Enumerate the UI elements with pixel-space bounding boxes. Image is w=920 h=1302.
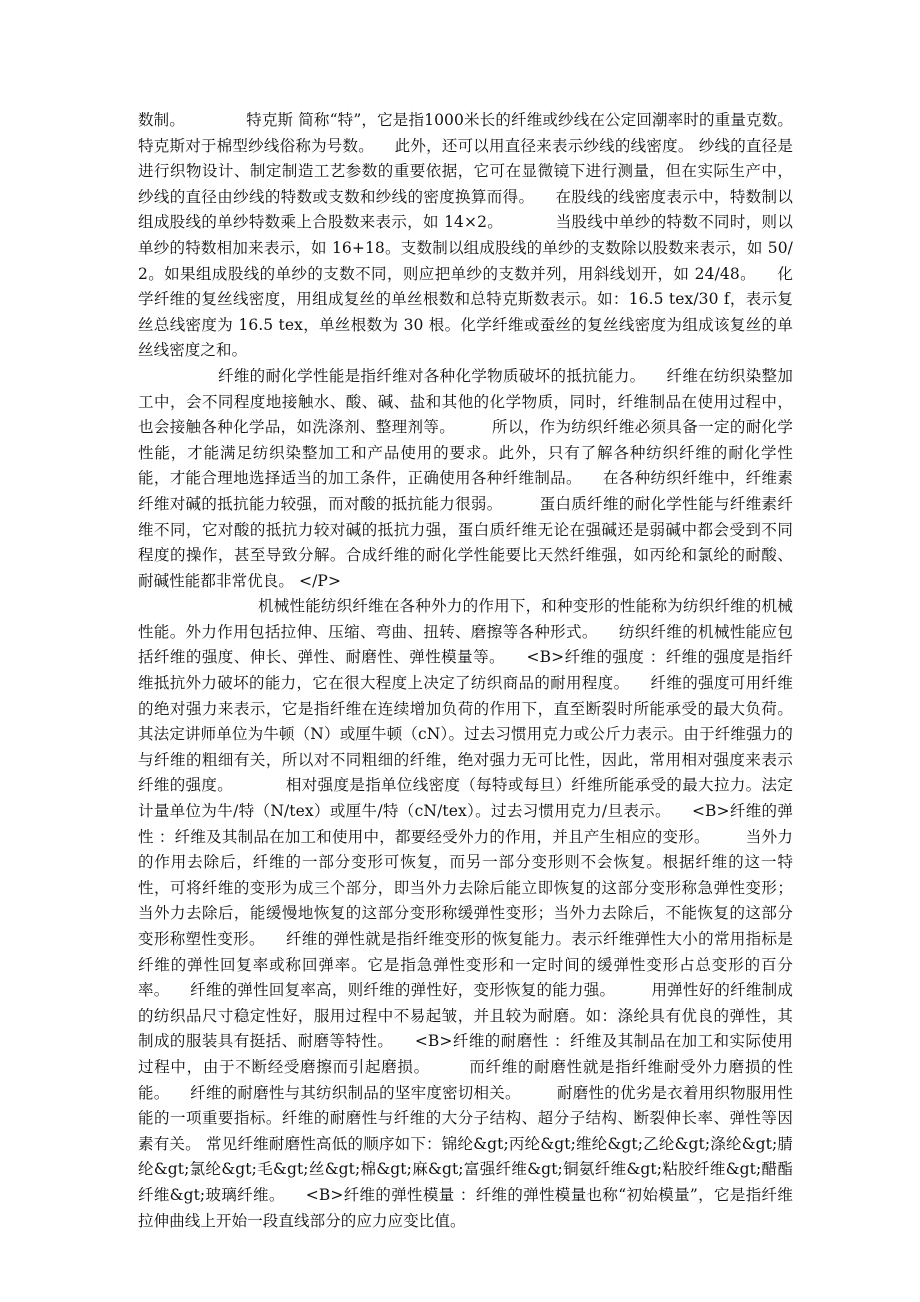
document-body <box>138 108 829 1234</box>
paragraph-mechanical-properties: 机械性能纺织纤维在各种外力的作用下，和种变形的性能称为纺织纤维的机械性能。外力作用包括拉伸、压缩、弯曲、扭转、磨擦等各种形式。 纺织纤维的机械性能应包括纤维的强度、伸长、弹性、耐磨性、弹性模量等。 <B>纤维的强度 ：纤维的强度是指纤维抵抗外力破坏的能力，它在很大程度上决定了纺织商品的耐用程度。 纤维的强度可用纤维的绝对强力来表示，它是指纤维在连续增加负荷的作用下，直至断裂时所能承受的最大负荷。 其法定讲师单位为牛顿（N）或厘牛顿（cN）。过去习惯用克力或公斤力表示。由于纤维强力的与纤维的粗细有关，所以对不同粗细的纤维，绝对强力无可比性，因此，常用相对强度来表示纤维的强度。 相对强度是指单位线密度（每特或每旦）纤维所能承受的最大拉力。法定计量单位为牛/特（N/tex）或厘牛/特（cN/tex）。过去习惯用克力/旦表示。 <B>纤维的弹性 ：纤维及其制品在加工和使用中，都要经受外力的作用，并且产生相应的变形。 当外力的作用去除后，纤维的一部分变形可恢复，而另一部分变形则不会恢复。根据纤维的这一特性，可将纤维的变形为成三个部分，即当外力去除后能立即恢复的这部分变形称急弹性变形；当外力去除后，能缓慢地恢复的这部分变形称缓弹性变形；当外力去除后，不能恢复的这部分变形称塑性变形。 纤维的弹性就是指纤维变形的恢复能力。表示纤维弹性大小的常用指标是纤维的弹性回复率或称回弹率。它是指急弹性变形和一定时间的缓弹性变形占总变形的百分率。 纤维的弹性回复率高，则纤维的弹性好，变形恢复的能力强。 用弹性好的纤维制成的纺织品尺寸稳定性好，服用过程中不易起皱，并且较为耐磨。如：涤纶具有优良的弹性，其制成的服装具有挺括、耐磨等特性。 <B>纤维的耐磨性 ：纤维及其制品在加工和实际使用过程中，由于不断经受磨擦而引起磨损。 而纤维的耐磨性就是指纤维耐受外力磨损的性能。 纤维的耐磨性与其纺织制品的坚牢度密切相关。 耐磨性的优劣是衣着用织物服用性能的一项重要指标。纤维的耐磨性与纤维的大分子结构、超分子结构、断裂伸长率、弹性等因素有关。 常见纤维耐磨性高低的顺序如下：锦纶&gt;丙纶&gt;维纶&gt;乙纶&gt;涤纶&gt;腈纶&gt;氯纶&gt;毛&gt;丝&gt;棉&gt;麻&gt;富强纤维&gt;铜氨纤维&gt;粘胶纤维&gt;醋酯纤维&gt;玻璃纤维。 <B>纤维的弹性模量 ：纤维的弹性模量也称“初始模量”，它是指纤维拉伸曲线上开始一段直线部分的应力应变比值。 <box>138 597 829 1230</box>
paragraph-chemical-resistance: 纤维的耐化学性能是指纤维对各种化学物质破坏的抵抗能力。 纤维在纺织染整加工中，会不同程度地接触水、酸、碱、盐和其他的化学物质，同时，纤维制品在使用过程中，也会接触各种化学品，如洗涤剂、整理剂等。 所以，作为纺织纤维必须具备一定的耐化学性能，才能满足纺织染整加工和产品使用的要求。此外，只有了解各种纺织纤维的耐化学性能，才能合理地选择适当的加工条件，正确使用各种纤维制品。 在各种纺织纤维中，纤维素纤维对碱的抵抗能力较强，而对酸的抵抗能力很弱。 蛋白质纤维的耐化学性能与纤维素纤维不同，它对酸的抵抗力较对碱的抵抗力强，蛋白质纤维无论在强碱还是弱碱中都会受到不同程度的操作，甚至导致分解。合成纤维的耐化学性能要比天然纤维强，如丙纶和氯纶的耐酸、耐碱性能都非常优良。 </P> <box>138 366 793 590</box>
paragraph-yarn-density: 数制。 特克斯 简称“特”，它是指1000米长的纤维或纱线在公定回潮率时的重量克数。特克斯对于棉型纱线俗称为号数。 此外，还可以用直径来表示纱线的线密度。 纱线的直径是进行织物设计、制定制造工艺参数的重要依据，它可在显微镜下进行测量，但在实际生产中，纱线的直径由纱线的特数或支数和纱线的密度换算而得。 在股线的线密度表示中，特数制以组成股线的单纱特数乘上合股数来表示，如 14×2。 当股线中单纱的特数不同时，则以单纱的特数相加来表示，如 16+18。支数制以组成股线的单纱的支数除以股数来表示，如 50/2。如果组成股线的单纱的支数不同，则应把单纱的支数并列，用斜线划开，如 24/48。 化学纤维的复丝线密度，用组成复丝的单丝根数和总特克斯数表示。如：16.5 tex/30 f，表示复丝总线密度为 16.5 tex，单丝根数为 30 根。化学纤维或蚕丝的复丝线密度为组成该复丝的单丝线密度之和。 <box>138 111 793 360</box>
